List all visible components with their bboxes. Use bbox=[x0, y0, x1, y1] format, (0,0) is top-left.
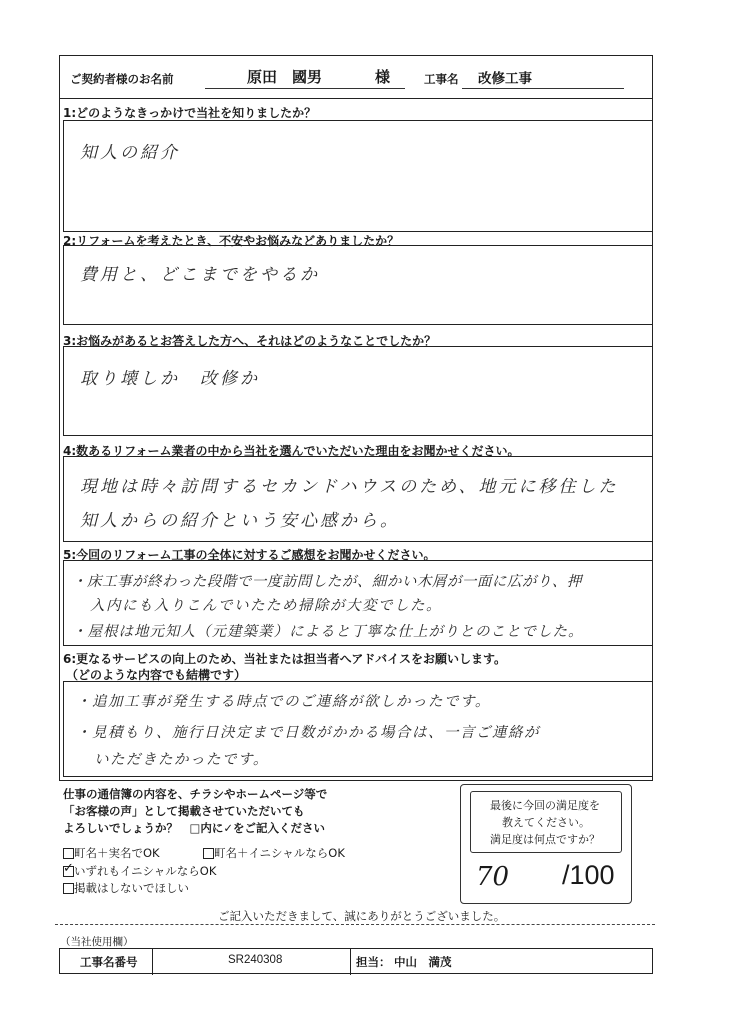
project-name-label: 工事名 bbox=[424, 72, 459, 86]
cut-line bbox=[55, 924, 655, 925]
answer-6-line-1: ・追加工事が発生する時点でのご連絡が欲しかったです。 bbox=[76, 694, 491, 710]
office-table-divider-2 bbox=[350, 948, 351, 975]
checkbox[interactable] bbox=[63, 883, 74, 894]
question-6-sublabel: （どのような内容でも結構です） bbox=[66, 668, 247, 682]
answer-6-line-3: いただきたかったです。 bbox=[94, 752, 269, 768]
staff-name: 中山 満茂 bbox=[394, 955, 452, 969]
answer-4-line-1: 現地は時々訪問するセカンドハウスのため、地元に移住した bbox=[80, 477, 619, 497]
consent-text-2: 「お客様の声」として掲載させていただいても bbox=[63, 804, 305, 818]
question-4-label: 4:数あるリフォーム業者の中から当社を選んでいただいた理由をお聞かせください。 bbox=[63, 444, 520, 458]
question-2-label: 2:リフォームを考えたとき、不安やお悩みなどありましたか？ bbox=[63, 234, 400, 248]
checkmark-icon: ✓ bbox=[63, 861, 74, 876]
thanks-message: ご記入いただきまして、誠にありがとうございました。 bbox=[218, 909, 506, 923]
consent-text-3: よろしいでしょうか？ □内に✓をご記入ください bbox=[63, 821, 325, 835]
consent-option-4[interactable] bbox=[63, 880, 189, 896]
consent-option-1[interactable] bbox=[63, 845, 160, 861]
question-5-label: 5:今回のリフォーム工事の全体に対するご感想をお聞かせください。 bbox=[63, 548, 436, 562]
answer-1-text: 知人の紹介 bbox=[80, 143, 180, 163]
answer-5-line-2: 入内にも入りこんでいたため掃除が大変でした。 bbox=[90, 598, 442, 614]
answer-2-text: 費用と、どこまでをやるか bbox=[80, 265, 320, 285]
answer-2-box bbox=[63, 245, 653, 325]
question-1-label: 1:どのようなきっかけで当社を知りましたか？ bbox=[63, 106, 317, 120]
office-table-divider-1 bbox=[152, 948, 153, 975]
project-name-value: 改修工事 bbox=[478, 71, 532, 87]
client-honorific: 様 bbox=[375, 68, 391, 86]
project-number-label: 工事名番号 bbox=[80, 955, 138, 969]
question-6-label: 6:更なるサービスの向上のため、当社または担当者へアドバイスをお願いします。 bbox=[63, 652, 506, 666]
consent-option-3[interactable] bbox=[63, 863, 216, 879]
score-prompt-3: 満足度は何点ですか？ bbox=[490, 833, 600, 846]
checkbox[interactable] bbox=[203, 848, 214, 859]
project-name-underline bbox=[462, 88, 624, 89]
consent-option-2-label: 町名＋イニシャルならOK bbox=[214, 846, 345, 860]
score-value: 70 bbox=[476, 862, 510, 892]
client-name-label: ご契約者様のお名前 bbox=[70, 72, 174, 86]
consent-option-1-label: 町名＋実名でOK bbox=[74, 846, 160, 860]
office-use-label: （当社使用欄） bbox=[60, 936, 134, 948]
question-3-label: 3:お悩みがあるとお答えした方へ、それはどのようなことでしたか？ bbox=[63, 334, 437, 348]
checkbox[interactable] bbox=[63, 848, 74, 859]
client-name-value: 原田 國男 bbox=[247, 68, 323, 86]
score-max: /100 bbox=[562, 860, 615, 890]
answer-3-text: 取り壊しか 改修か bbox=[80, 369, 260, 389]
client-name-underline bbox=[205, 88, 405, 89]
project-number-value: SR240308 bbox=[228, 954, 283, 966]
consent-text-1: 仕事の通信簿の内容を、チラシやホームページ等で bbox=[63, 787, 328, 801]
answer-1-box bbox=[63, 120, 653, 232]
staff-label: 担当： bbox=[356, 955, 391, 969]
answer-3-box bbox=[63, 346, 653, 436]
answer-5-line-1: ・床工事が終わった段階で一度訪問したが、細かい木屑が一面に広がり、押 bbox=[72, 574, 582, 590]
consent-option-4-label: 掲載はしないでほしい bbox=[74, 881, 189, 895]
consent-option-2[interactable] bbox=[203, 845, 345, 861]
answer-4-line-2: 知人からの紹介という安心感から。 bbox=[80, 511, 400, 531]
score-prompt-1: 最後に今回の満足度を bbox=[490, 799, 600, 812]
answer-6-line-2: ・見積もり、施行日決定まで日数がかかる場合は、一言ご連絡が bbox=[76, 725, 540, 741]
checkbox-checked[interactable] bbox=[63, 861, 74, 877]
consent-option-3-label: いずれもイニシャルならOK bbox=[74, 864, 217, 878]
score-prompt-2: 教えてください。 bbox=[502, 816, 590, 829]
answer-5-line-3: ・屋根は地元知人（元建築業）によると丁寧な仕上がりとのことでした。 bbox=[72, 624, 584, 640]
